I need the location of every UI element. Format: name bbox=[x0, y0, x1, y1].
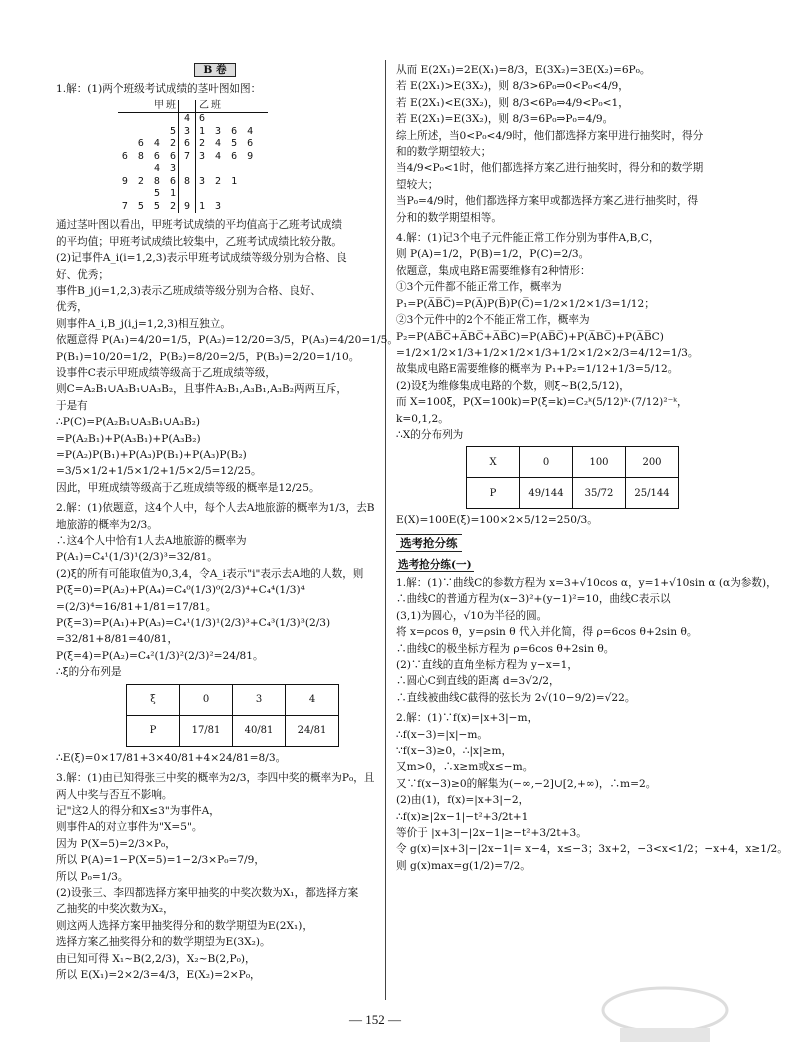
class-a-label: 甲班 bbox=[154, 99, 178, 111]
class-b-label: 乙班 bbox=[199, 99, 223, 111]
q4-body: 4.解：(1)记3个电子元件能正常工作分别为事件A,B,C， 则 P(A)=1/2，P(B)=1/2，P(C)=2/3。 依题意，集成电路E需要维修有2种情形： ①3个元件都不能正常工作，概率为 P₁=P(A̅B̅C̅)=P(A̅)P(B̅)P(C̅)=1/2×1/2×1/3=1/12； ②3个元件中的2个不能正常工作，概率为 P₂=P(AB̅C̅+A̅BC̅+A̅B̅C)=P(AB̅C̅)+P(A̅BC̅)+P(A̅B̅C) =1/2×1/2×1/3+1/2×1/2×1/3+1/2×1/2×2/3=4/12=1/3。 故集成电路E需要维修的概率为 P₁+P₂=1/12+1/3=5/12。 (2)设ξ为维修集成电路的个数，则ξ~B(2,5/12)， 而 X=100ξ，P(X=100k)=P(ξ=k)=C₂ᵏ(5/12)ᵏ·(7/12)²⁻ᵏ， k=0,1,2。 ∴X的分布列为 bbox=[396, 232, 699, 441]
q4-expectation: E(X)=100E(ξ)=100×2×5/12=250/3。 bbox=[396, 514, 598, 527]
section-title: 选考抢分练 bbox=[396, 535, 722, 553]
q2-body: 2.解：(1)依题意，这4个人中，每个人去A地旅游的概率为1/3，去B 地旅游的概率为2/3。 ∴这4个人中恰有1人去A地旅游的概率为 P(A₁)=C₄¹(1/3)¹(2/3)³=32/81。 (2)ξ的所有可能取值为0,3,4，令A_i表示"i"表示去A地的人数，则 P(ξ=0)=P(A₂)+P(A₄)=C₄⁰(1/3)⁰(2/3)⁴+C₄⁴(1/3)⁴ =(2/3)⁴=16/81+1/81=17/81。 P(ξ=3)=P(A₁)+P(A₃)=C₄¹(1/3)¹(2/3)³+C₄³(1/3)³(2/3) =32/81+8/81=40/81， P(ξ=4)=P(A₂)=C₄²(1/3)²(2/3)²=24/81。 ∴ξ的分布列是 bbox=[56, 502, 375, 679]
section-header-b: B 卷 bbox=[56, 62, 374, 78]
stem-leaf-plot: 甲班 乙班 4 6 5 3 1 3 6 4 6 4 2 6 2 4 5 6 6 8 6 6 4 3 7 3 4 6 9 9 2 8 6 5 1 8 3 2 1 7 5 5 2 9 1 3 bbox=[118, 100, 374, 214]
page-number: — 152 — bbox=[349, 1012, 401, 1027]
subsection-title: 选考抢分练(一) bbox=[398, 558, 472, 571]
watermark-logo-icon bbox=[590, 980, 740, 1050]
right-column bbox=[396, 62, 788, 874]
q1-body: 通过茎叶图以看出，甲班考试成绩的平均值高于乙班考试成绩 的平均值；甲班考试成绩比较集中，乙班考试成绩比较分散。 (2)记事件A_i(i=1,2,3)表示甲班考试成绩等级分别为合格、良 好、优秀； 事件B_j(j=1,2,3)表示乙班成绩等级分别为合格、良好、 优秀， 则事件A_i,B_j(i,j=1,2,3)相互独立。 依题意得 P(A₁)=4/20=1/5，P(A₂)=12/20=3/5，P(A₃)=4/20=1/5。 P(B₁)=10/20=1/2，P(B₂)=8/20=2/5，P(B₃)=2/20=1/10。 设事件C表示甲班成绩等级高于乙班成绩等级， 则C=A₂B₁∪A₃B₁∪A₃B₂，且事件A₂B₁,A₃B₁,A₃B₂两两互斥， 于是有 ∴P(C)=P(A₂B₁∪A₃B₁∪A₃B₂) =P(A₂B₁)+P(A₃B₁)+P(A₃B₂) =P(A₂)P(B₁)+P(A₃)P(B₁)+P(A₃)P(B₂) =3/5×1/2+1/5×1/2+1/5×2/5=12/25。 因此，甲班成绩等级高于乙班成绩等级的概率是12/25。 bbox=[56, 219, 398, 494]
q2-expectation: ∴E(ξ)=0×17/81+3×40/81+4×24/81=8/3。 bbox=[56, 751, 287, 764]
s2-body: 2.解：(1)∵f(x)=|x+3|−m， ∴f(x−3)=|x|−m。 ∵f(x−3)≥0，∴|x|≥m， 又m>0，∴x≥m或x≤−m。 又∵f(x−3)≥0的解集为(−∞,−2]∪[2,+∞)，∴m=2。 (2)由(1)，f(x)=|x+3|−2， ∴f(x)≥|2x−1|−t²+3/2t+1 等价于 |x+3|−|2x−1|≥−t²+3/2t+3。 令 g(x)=|x+3|−|2x−1|= x−4，x≤−3；3x+2，−3<x<1/2；−x+4，x≥1/2。 则 g(x)max=g(1/2)=7/2。 bbox=[396, 712, 788, 872]
q1-title: 1.解：(1)两个班级考试成绩的茎叶图如图： bbox=[56, 83, 262, 96]
column-divider bbox=[385, 60, 386, 1000]
x-distribution-table: X 0 100 200 P 49/144 35/72 25/144 bbox=[466, 446, 679, 509]
xi-distribution-table: ξ 0 3 4 P 17/81 40/81 24/81 bbox=[126, 684, 339, 747]
s1-body: 1.解：(1)∵曲线C的参数方程为 x=3+√10cos α，y=1+√10sin α (α为参数)， ∴曲线C的普通方程为(x−3)²+(y−1)²=10，曲线C表示以 (3,1)为圆心，√10为半径的圆。 将 x=ρcos θ，y=ρsin θ 代入并化简，得 ρ=6cos θ+2sin θ。 ∴曲线C的极坐标方程为 ρ=6cos θ+2sin θ。 (2)∵直线的直角坐标方程为 y−x=1， ∴圆心C到直线的距离 d=3√2/2， ∴直线被曲线C截得的弦长为 2√(10−9/2)=√22。 bbox=[396, 576, 777, 704]
q3-body: 3.解：(1)由已知得张三中奖的概率为2/3，李四中奖的概率为P₀，且 两人中奖与否互不影响。 记"这2人的得分和X≤3"为事件A， 则事件A的对立事件为"X=5"。 因为 P(X=5)=2/3×P₀， 所以 P(A)=1−P(X=5)=1−2/3×P₀=7/9， 所以 P₀=1/3。 (2)设张三、李四都选择方案甲抽奖的中奖次数为X₁，都选择方案 乙抽奖的中奖次数为X₂， 则这两人选择方案甲抽奖得分和的数学期望为E(2X₁)， 选择方案乙抽奖得分和的数学期望为E(3X₂)。 由已知可得 X₁~B(2,2/3)，X₂~B(2,P₀)， 所以 E(X₁)=2×2/3=4/3，E(X₂)=2×P₀， bbox=[56, 772, 375, 981]
left-column bbox=[56, 62, 398, 983]
q3-continued: 从而 E(2X₁)=2E(X₁)=8/3，E(3X₂)=3E(X₂)=6P₀。 若 E(2X₁)>E(3X₂)，则 8/3>6P₀⇒0<P₀<4/9， 若 E(2X₁)<E(3X₂)，则 8/3<6P₀⇒4/9<P₀<1， 若 E(2X₁)=E(3X₂)，则 8/3=6P₀⇒P₀=4/9。 综上所述，当0<P₀<4/9时，他们都选择方案甲进行抽奖时，得分 和的数学期望较大； 当4/9<P₀<1时，他们都选择方案乙进行抽奖时，得分和的数学期 望较大； 当P₀=4/9时，他们都选择方案甲或都选择方案乙进行抽奖时，得 分和的数学期望相等。 bbox=[396, 64, 704, 224]
